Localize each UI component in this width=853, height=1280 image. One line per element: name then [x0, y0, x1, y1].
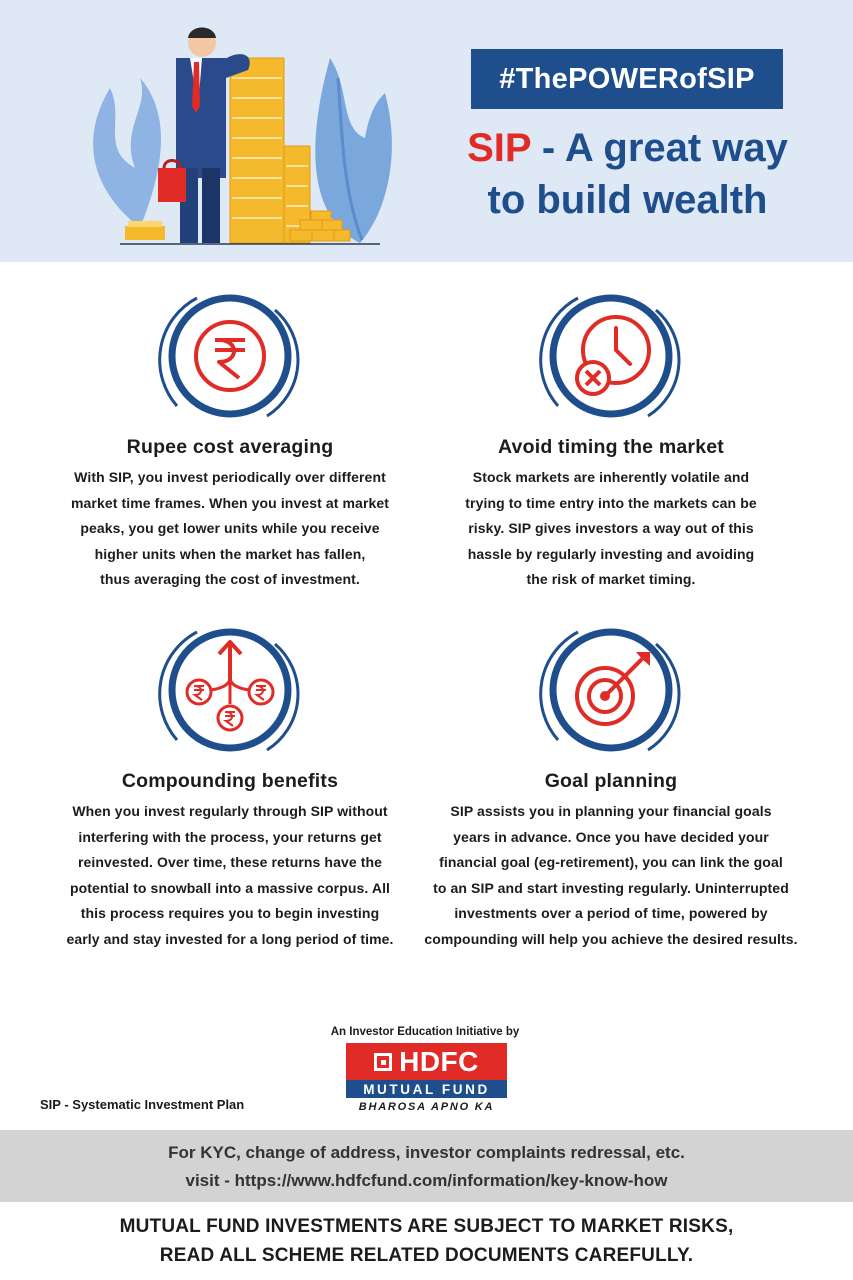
- feature-rupee-cost-averaging: [35, 288, 425, 593]
- compounding-icon: [157, 622, 303, 758]
- initiative-caption: An Investor Education Initiative by: [330, 1026, 520, 1038]
- kyc-line: For KYC, change of address, investor complaints redressal, etc.: [168, 1143, 685, 1162]
- headline-sip: SIP: [467, 126, 531, 170]
- risk-disclaimer: MUTUAL FUND INVESTMENTS ARE SUBJECT TO MARKET RISKS, READ ALL SCHEME RELATED DOCUMENTS CAREFULLY.: [119, 1216, 734, 1266]
- feature-avoid-timing: [416, 288, 806, 593]
- target-icon: [538, 622, 684, 758]
- kyc-link[interactable]: visit - https://www.hdfcfund.com/information/key-know-how: [185, 1171, 668, 1190]
- feature-title: Compounding benefits: [121, 770, 339, 792]
- headline-line-2: to build wealth: [487, 178, 768, 222]
- logo-sub-band: MUTUAL FUND: [346, 1080, 507, 1098]
- hdfc-mark-icon: [374, 1053, 392, 1071]
- clock-cancel-icon: [538, 288, 684, 424]
- feature-description: SIP assists you in planning your financial goals years in advance. Once you have decided your financial goal (eg-retirement), you can link the goal to an SIP and start investing regularly. Uninterrupted investments over a period of time, powered by compounding will help you achieve the desired results.: [424, 803, 798, 947]
- sip-definition: SIP - Systematic Investment Plan: [40, 1097, 245, 1112]
- feature-description: With SIP, you invest periodically over different market time frames. When you invest at market peaks, you get lower units while you receive higher units when the market has fallen, thus averaging the cost of investment.: [70, 469, 390, 587]
- feature-description: Stock markets are inherently volatile and trying to time entry into the markets can be risky. SIP gives investors a way out of this hassle by regularly investing and avoiding the risk of market timing.: [465, 469, 757, 587]
- hdfc-logo: [346, 1043, 507, 1114]
- feature-goal-planning: [416, 622, 806, 952]
- feature-compounding: [35, 622, 425, 952]
- hashtag-banner: #ThePOWERofSIP: [471, 49, 783, 109]
- feature-title: Goal planning: [544, 770, 678, 792]
- feature-title: Avoid timing the market: [498, 436, 724, 458]
- feature-title: Rupee cost averaging: [126, 436, 334, 458]
- headline-line-1: - A great way: [530, 126, 788, 170]
- header-banner: [0, 0, 853, 262]
- businessman-coins-illustration: [80, 18, 400, 250]
- logo-name-band: HDFC: [346, 1043, 507, 1080]
- logo-tagline: BHAROSA APNO KA: [358, 1101, 495, 1113]
- rupee-icon: [157, 288, 303, 424]
- page-headline: [450, 122, 805, 226]
- kyc-info-band: [0, 1130, 853, 1202]
- feature-description: When you invest regularly through SIP without interfering with the process, your returns get reinvested. Over time, these returns have the potential to snowball into a massive corpus. All this process requires you to begin investing early and stay invested for a long period of time.: [66, 803, 394, 947]
